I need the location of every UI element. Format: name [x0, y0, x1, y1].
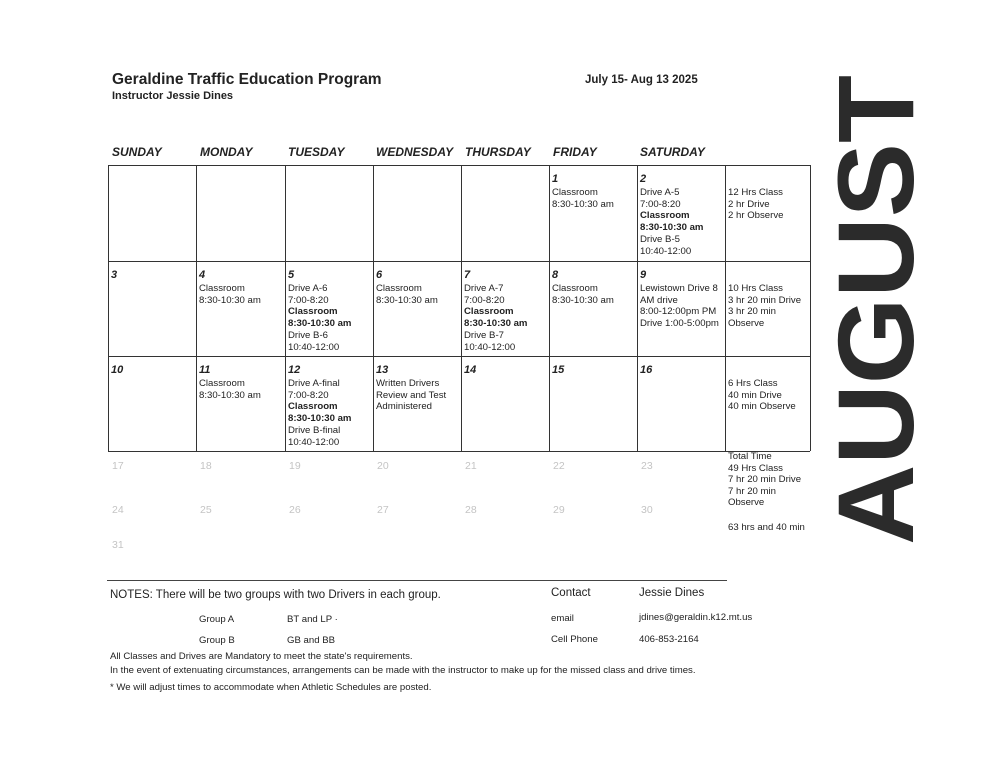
grand-total: 63 hrs and 40 min	[728, 522, 805, 533]
group-a-label: Group A	[199, 614, 235, 625]
notes-divider	[107, 580, 727, 581]
day-header-monday: MONDAY	[200, 145, 253, 159]
schedule-line: 8:30-10:30 am	[640, 222, 704, 234]
schedule-line: Classroom	[199, 377, 245, 389]
schedule-line: 10:40-12:00	[288, 341, 340, 353]
schedule-line: Classroom	[199, 282, 245, 294]
summary-line: 40 min Observe	[728, 401, 796, 413]
day-cell	[552, 270, 614, 306]
schedule-line: Drive B-5	[640, 233, 680, 245]
faded-date: 29	[553, 504, 565, 516]
group-b-label: Group B	[199, 635, 235, 646]
week-summary	[728, 283, 801, 329]
summary-line: 10 Hrs Class	[728, 283, 783, 294]
day-number: 14	[464, 364, 477, 376]
schedule-line: 10:40-12:00	[640, 245, 692, 257]
faded-date: 22	[553, 460, 565, 472]
schedule-line: Administered	[376, 401, 432, 413]
faded-date: 27	[377, 504, 389, 516]
day-number: 10	[111, 364, 124, 376]
day-cell	[111, 365, 123, 378]
grid-vline	[549, 165, 550, 451]
day-number: 8	[552, 269, 559, 281]
schedule-line: Lewistown Drive 8	[640, 282, 718, 294]
schedule-line: Classroom	[464, 306, 514, 318]
summary-line: 2 hr Drive	[728, 198, 770, 210]
schedule-line: Classroom	[552, 282, 598, 294]
schedule-line: Drive 1:00-5:00pm	[640, 318, 719, 330]
summary-line: 12 Hrs Class	[728, 187, 783, 198]
athletic-note: * We will adjust times to accommodate when Athletic Schedules are posted.	[110, 682, 432, 693]
grid-vline	[373, 165, 374, 451]
schedule-line: 10:40-12:00	[464, 341, 516, 353]
day-cell	[552, 365, 564, 378]
day-cell	[199, 365, 261, 401]
faded-date: 20	[377, 460, 389, 472]
schedule-line: 8:00-12:00pm PM	[640, 306, 717, 318]
day-cell	[288, 365, 351, 449]
mandatory-note: All Classes and Drives are Mandatory to meet the state's requirements.	[110, 651, 413, 662]
summary-line: 2 hr Observe	[728, 210, 784, 222]
day-header-saturday: SATURDAY	[640, 145, 705, 159]
day-number: 6	[376, 269, 383, 281]
month-label	[815, 70, 936, 550]
schedule-line: Classroom	[640, 210, 690, 222]
schedule-line: 8:30-10:30 am	[552, 294, 614, 306]
day-cell	[464, 365, 476, 378]
phone-label: Cell Phone	[551, 634, 598, 645]
schedule-line: 8:30-10:30 am	[199, 294, 261, 306]
day-number: 3	[111, 269, 118, 281]
day-header-wednesday: WEDNESDAY	[376, 145, 454, 159]
schedule-line: Drive B-final	[288, 424, 341, 436]
schedule-line: Drive B-7	[464, 329, 504, 341]
summary-line: 6 Hrs Class	[728, 378, 778, 389]
day-number: 5	[288, 269, 295, 281]
grid-vline	[461, 165, 462, 451]
schedule-line: 10:40-12:00	[288, 436, 340, 448]
program-title: Geraldine Traffic Education Program	[112, 71, 382, 88]
faded-date: 21	[465, 460, 477, 472]
day-number: 13	[376, 364, 389, 376]
grid-vline	[810, 165, 811, 451]
faded-date: 31	[112, 539, 124, 551]
contact-name: Jessie Dines	[639, 587, 705, 599]
day-cell	[640, 270, 719, 330]
faded-date: 17	[112, 460, 124, 472]
schedule-line: Drive B-6	[288, 329, 328, 341]
faded-date: 18	[200, 460, 212, 472]
faded-date: 23	[641, 460, 653, 472]
schedule-line: Drive A-final	[288, 377, 340, 389]
schedule-line: AM drive	[640, 294, 678, 306]
day-number: 12	[288, 364, 301, 376]
summary-line: 40 min Drive	[728, 389, 782, 401]
summary-line: 3 hr 20 min Drive	[728, 294, 802, 306]
day-number: 16	[640, 364, 653, 376]
email-label: email	[551, 613, 574, 624]
schedule-line: 8:30-10:30 am	[552, 198, 614, 210]
day-cell	[376, 365, 446, 413]
grid-vline	[725, 165, 726, 451]
grid-hline	[108, 451, 810, 452]
total-line: 7 hr 20 min	[728, 485, 776, 497]
day-header-friday: FRIDAY	[553, 145, 597, 159]
email-address: jdines@geraldin.k12.mt.us	[639, 612, 753, 623]
faded-date: 26	[289, 504, 301, 516]
schedule-line: 7:00-8:20	[640, 198, 681, 210]
schedule-line: Drive A-7	[464, 282, 504, 294]
day-cell	[376, 270, 438, 306]
day-header-thursday: THURSDAY	[465, 145, 531, 159]
day-header-sunday: SUNDAY	[112, 145, 162, 159]
total-line: Observe	[728, 497, 765, 509]
day-number: 9	[640, 269, 647, 281]
month-label-text: AUGUST	[815, 89, 936, 545]
date-range: July 15- Aug 13 2025	[585, 74, 698, 86]
total-line: 7 hr 20 min Drive	[728, 474, 802, 486]
faded-date: 25	[200, 504, 212, 516]
day-cell	[640, 365, 652, 378]
schedule-line: 7:00-8:20	[464, 294, 505, 306]
faded-date: 30	[641, 504, 653, 516]
grid-vline	[285, 165, 286, 451]
day-number: 11	[199, 364, 211, 376]
schedule-line: 8:30-10:30 am	[376, 294, 438, 306]
schedule-line: Drive A-5	[640, 186, 680, 198]
schedule-line: 8:30-10:30 am	[199, 389, 261, 401]
summary-line: 3 hr 20 min	[728, 306, 776, 318]
schedule-line: 8:30-10:30 am	[288, 413, 352, 425]
grid-vline	[637, 165, 638, 451]
summary-line: Observe	[728, 317, 765, 329]
instructor-name: Instructor Jessie Dines	[112, 90, 234, 102]
schedule-line: Written Drivers	[376, 377, 440, 389]
day-cell	[199, 270, 261, 306]
grid-hline	[108, 356, 810, 357]
week-summary	[728, 378, 796, 413]
schedule-line: Review and Test	[376, 389, 447, 401]
total-lines	[728, 451, 801, 509]
extenuating-note: In the event of extenuating circumstances, arrangements can be made with the instructor to make up for the missed class and drive times.	[110, 665, 696, 676]
day-cell	[464, 270, 527, 354]
day-cell	[111, 270, 117, 283]
faded-date: 28	[465, 504, 477, 516]
week-summary	[728, 187, 783, 222]
grid-hline	[108, 261, 810, 262]
day-number: 2	[640, 173, 647, 185]
grid-vline	[196, 165, 197, 451]
faded-date: 24	[112, 504, 124, 516]
schedule-line: 8:30-10:30 am	[464, 318, 528, 330]
day-number: 1	[552, 173, 559, 185]
total-line: 49 Hrs Class	[728, 462, 783, 474]
day-number: 7	[464, 269, 471, 281]
schedule-line: Classroom	[376, 282, 422, 294]
day-cell	[288, 270, 351, 354]
group-a-members: BT and LP ·	[287, 614, 338, 625]
day-cell	[640, 174, 703, 258]
faded-date: 19	[289, 460, 301, 472]
contact-label: Contact	[551, 587, 591, 599]
day-cell	[552, 174, 614, 210]
schedule-line: Classroom	[288, 306, 338, 318]
schedule-line: 8:30-10:30 am	[288, 318, 352, 330]
phone-number: 406-853-2164	[639, 634, 699, 645]
day-header-tuesday: TUESDAY	[288, 145, 345, 159]
grid-hline	[108, 165, 810, 166]
schedule-line: 7:00-8:20	[288, 294, 329, 306]
day-number: 15	[552, 364, 565, 376]
schedule-line: Drive A-6	[288, 282, 328, 294]
notes-main: NOTES: There will be two groups with two Drivers in each group.	[110, 589, 441, 601]
total-line: Total Time	[728, 451, 772, 462]
group-b-members: GB and BB	[287, 635, 335, 646]
grid-vline	[108, 165, 109, 451]
schedule-line: 7:00-8:20	[288, 389, 329, 401]
day-number: 4	[199, 269, 206, 281]
schedule-line: Classroom	[552, 186, 598, 198]
schedule-line: Classroom	[288, 401, 338, 413]
